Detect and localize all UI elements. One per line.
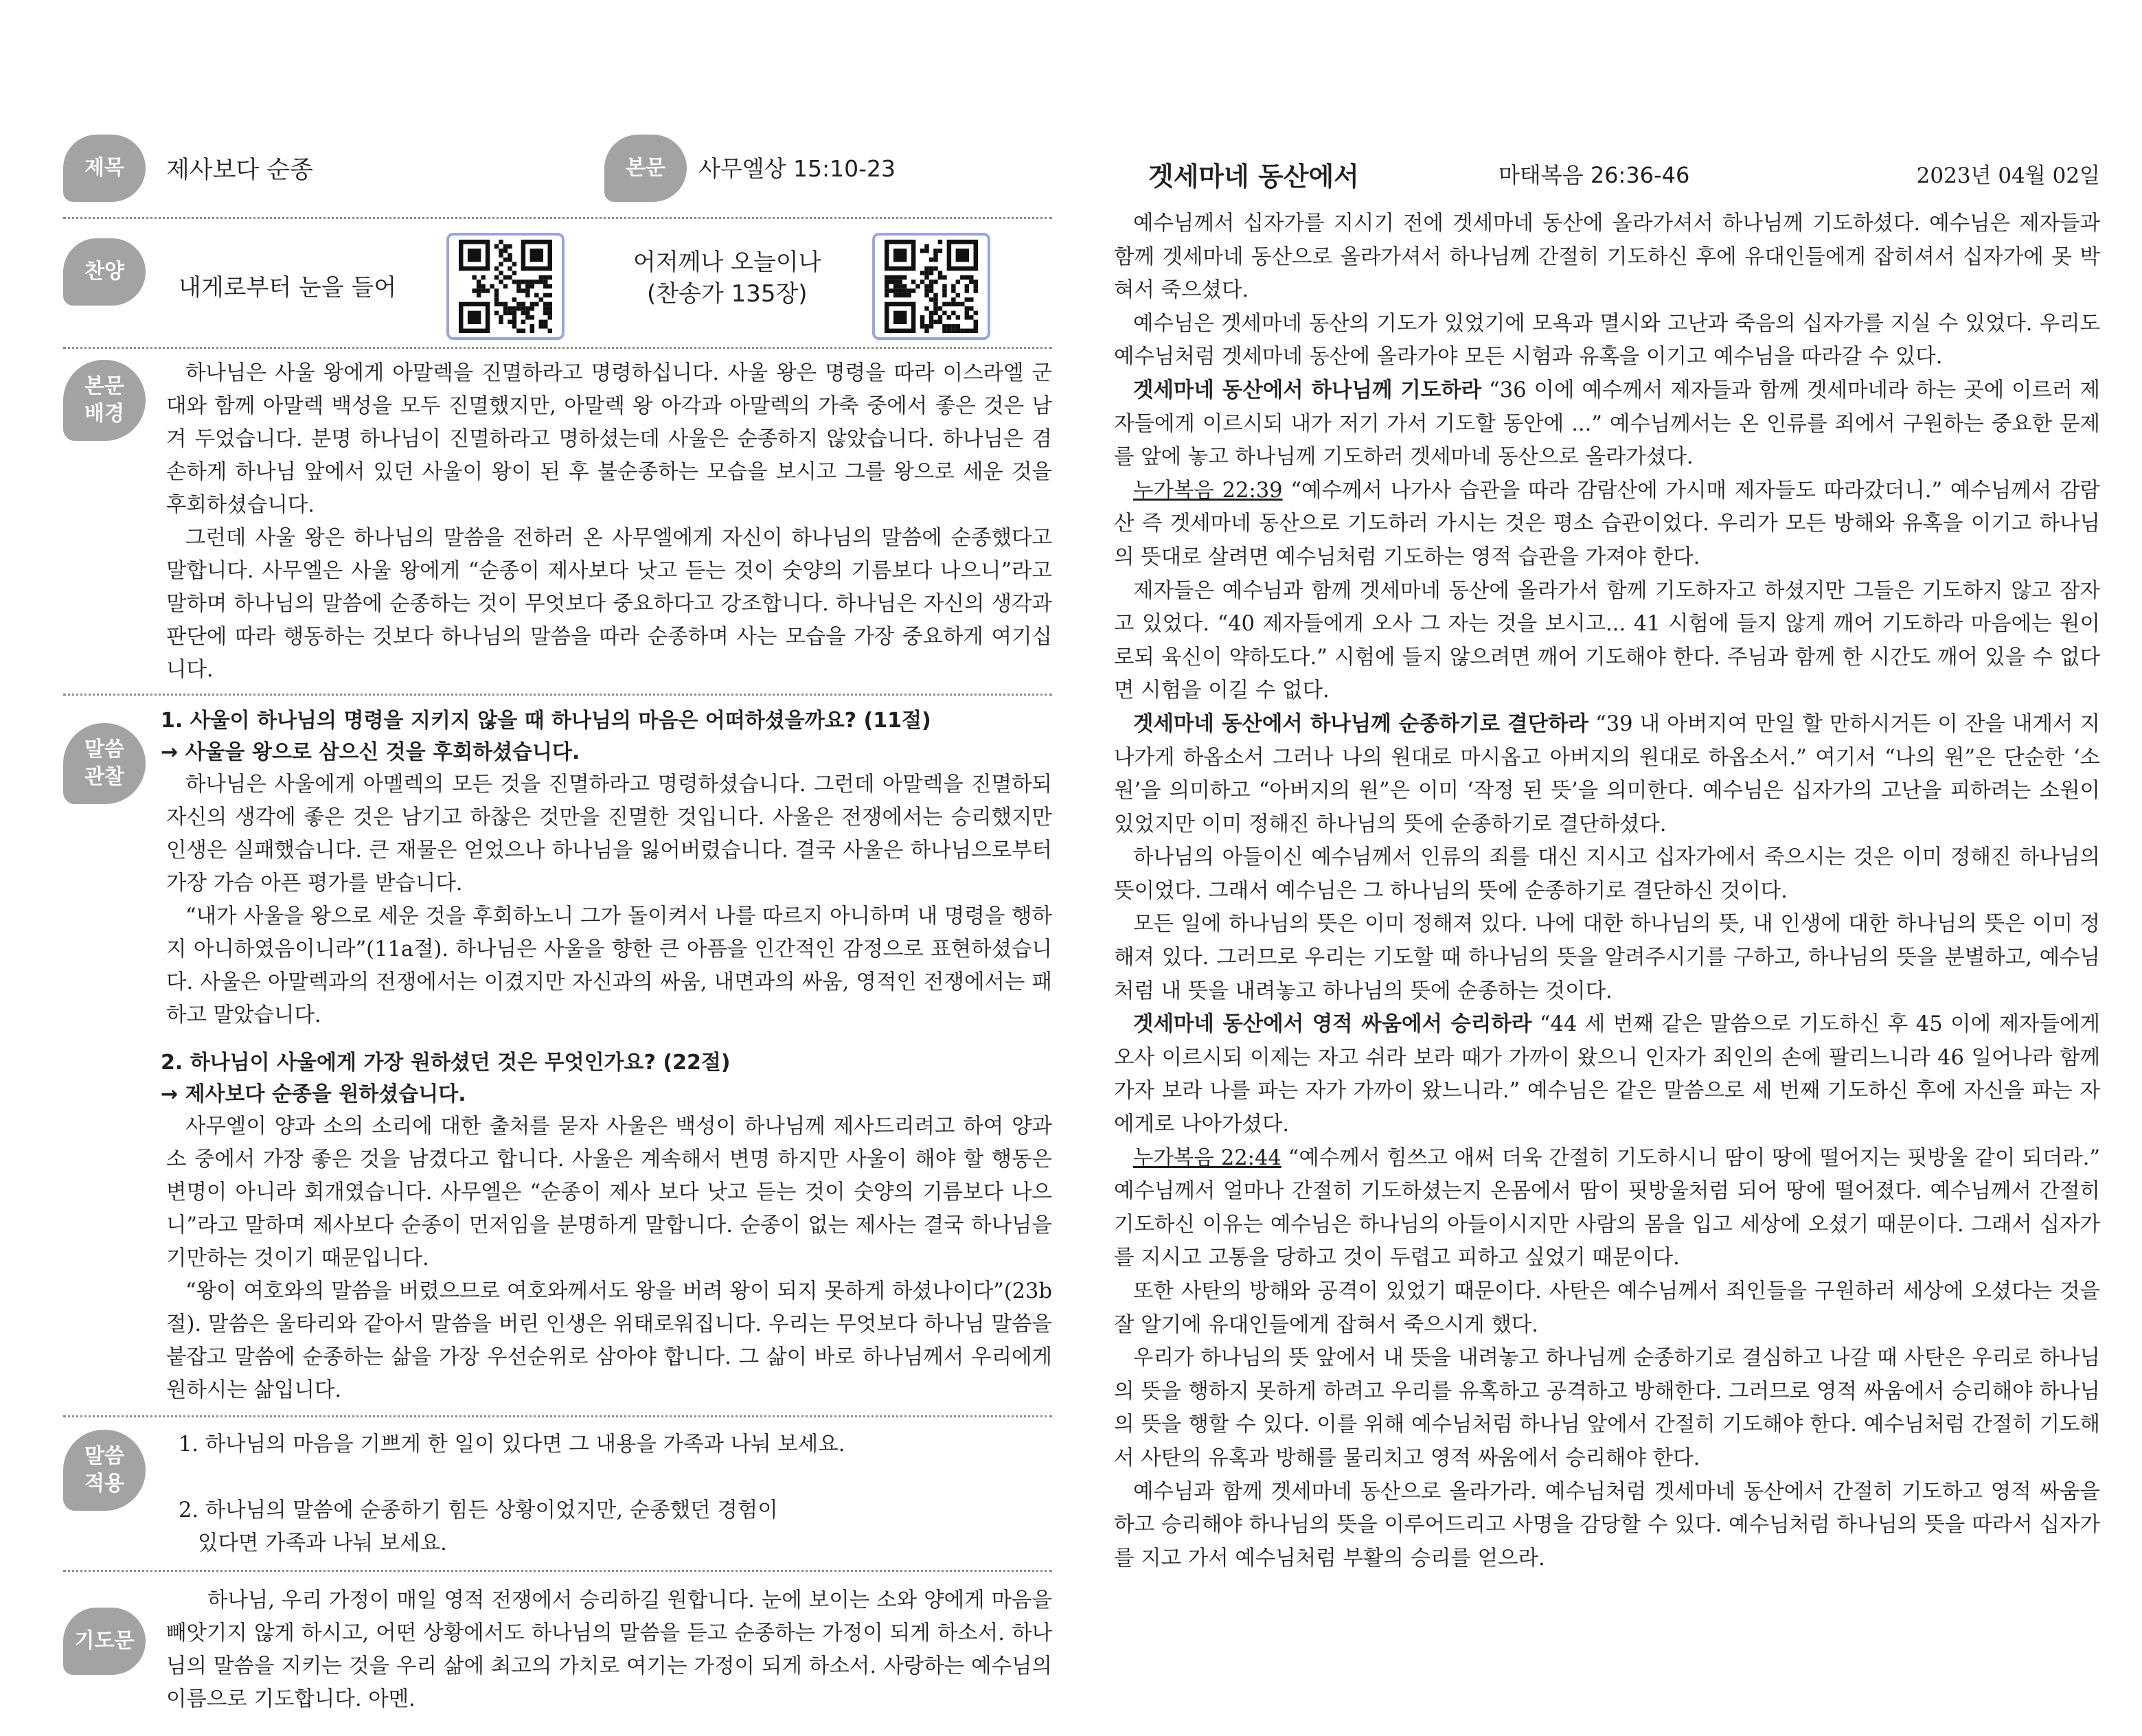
application-text xyxy=(179,1428,845,1560)
scripture-reference: 사무엘상 15:10-23 xyxy=(698,155,896,182)
sermon-paragraph: 겟세마네 동산에서 영적 싸움에서 승리하라 “44 세 번째 같은 말씀으로 기도하신 후 45 이에 제자들에게 오사 이르시되 이제는 자고 쉬라 보라 때가 가까이 왔으니 인자가 죄인의 손에 팔리느니라 46 일어나라 함께 가자 보라 나를 파는 자가 가까이 왔느니라.” 예수님은 같은 말씀으로 세 번째 기도하신 후에 자신을 파는 자에게로 나아가셨다. xyxy=(1114,1012,2100,1137)
application-question-2: 2. 하나님의 말씀에 순종하기 힘든 상황이었지만, 순종했던 경험이 있다면 가족과 나눠 보세요. xyxy=(179,1498,778,1555)
sermon-paragraph: 우리가 하나님의 뜻 앞에서 내 뜻을 내려놓고 하나님께 순종하기로 결심하고 나갈 때 사탄은 우리로 하나님의 뜻을 행하지 못하게 하려고 우리를 유혹하고 공격하고 방해한다. 그러므로 영적 싸움에서 승리해야 하나님의 뜻을 행할 수 있다. 이를 위해 예수님처럼 하나님 앞에서 간절히 기도해야 한다. 예수님처럼 간절히 기도해서 사탄의 유혹과 방해를 물리치고 영적 싸움에서 승리해야 한다. xyxy=(1114,1346,2100,1470)
sermon-header xyxy=(1114,130,2100,207)
sermon-reference: 마태복음 26:36-46 xyxy=(1499,162,1690,188)
hymn-tag: 찬양 xyxy=(63,238,146,306)
prayer-paragraph: 하나님, 우리 가정이 매일 영적 전쟁에서 승리하길 원합니다. 눈에 보이는 소와 양에게 마음을 빼앗기지 않게 하시고, 어떤 상황에서도 하나님의 말씀을 듣고 순종하는 가정이 되게 하소서. 하나님의 말씀을 지키는 것을 우리 삶에 최고의 가치로 여기는 가정이 되게 하소서. 사랑하는 예수님의 이름으로 기도합니다. 아멘. xyxy=(166,1588,1052,1711)
qr-code-icon xyxy=(885,240,978,333)
hymn-1-title: 내게로부터 눈을 들어 xyxy=(179,274,397,301)
background-paragraph: 그런데 사울 왕은 하나님의 말씀을 전하러 온 사무엘에게 자신이 하나님의 말씀에 순종했다고 말합니다. 사무엘은 사울 왕에게 “순종이 제사보다 낫고 듣는 것이 숫양의 기름보다 나으니”라고 말하며 하나님의 말씀에 순종하는 것이 무엇보다 중요하다고 강조합니다. 하나님은 자신의 생각과 판단에 따라 행동하는 것보다 하나님의 말씀을 따라 순종하며 사는 모습을 가장 중요하게 여기십니다. xyxy=(166,526,1052,682)
sermon-paragraph: 겟세마네 동산에서 하나님께 기도하라 “36 이에 예수께서 제자들과 함께 겟세마네라 하는 곳에 이르러 제자들에게 이르시되 내가 저기 가서 기도할 동안에 ...” 예수님께서는 온 인류를 죄에서 구원하는 중요한 문제를 앞에 놓고 하나님께 기도하러 겟세마네 동산으로 올라가셨다. xyxy=(1114,378,2100,470)
application-tag: 말씀 적용 xyxy=(63,1430,146,1511)
sermon-point-3: 겟세마네 동산에서 영적 싸움에서 승리하라 xyxy=(1133,1012,1532,1037)
question-1: 1. 사울이 하나님의 명령을 지키지 않을 때 하나님의 마음은 어떠하셨을까요? (11절) xyxy=(161,709,931,733)
observation-text xyxy=(161,705,1052,1407)
hymn-2-number: (찬송가 135장) xyxy=(646,280,808,308)
sermon-paragraph: 제자들은 예수님과 함께 겟세마네 동산에 올라가서 함께 기도하자고 하셨지만 그들은 기도하지 않고 잠자고 있었다. “40 제자들에게 오사 그 자는 것을 보시고... 41 시험에 들지 않게 깨어 기도하라 마음에는 원이로되 육신이 약하도다.” 시험에 들지 않으려면 깨어 기도해야 한다. 주님과 함께 한 시간도 깨어 있을 수 없다면 시험을 이길 수 없다. xyxy=(1114,578,2100,703)
sermon-paragraph: 누가복음 22:39 “예수께서 나가사 습관을 따라 감람산에 가시매 제자들도 따라갔더니.” 예수님께서 감람산 즉 겟세마네 동산으로 기도하러 가시는 것은 평소 습관이었다. 우리가 모든 방해와 유혹을 이기고 하나님의 뜻대로 살려면 예수님처럼 기도하는 영적 습관을 가져야 한다. xyxy=(1114,478,2100,569)
cross-reference: 누가복음 22:44 xyxy=(1133,1145,1281,1170)
background-section xyxy=(63,349,1052,696)
question-2-paragraph: “왕이 여호와의 말씀을 버렸으므로 여호와께서도 왕을 버려 왕이 되지 못하게 하셨나이다”(23b절). 말씀은 울타리와 같아서 말씀을 버린 인생은 위태로워집니다. 우리는 무엇보다 하나님 말씀을 붙잡고 말씀에 순종하는 삶을 가장 우선순위로 삼아야 합니다. 그 삶이 바로 하나님께서 우리에게 원하시는 삶입니다. xyxy=(166,1279,1052,1402)
qr-code-icon xyxy=(459,240,552,333)
title-section xyxy=(63,130,1052,219)
background-text xyxy=(166,357,1052,687)
sermon-body xyxy=(1114,207,2100,1575)
sermon-paragraph: 누가복음 22:44 “예수께서 힘쓰고 애써 더욱 간절히 기도하시니 땀이 땅에 떨어지는 핏방울 같이 되더라.” 예수님께서 얼마나 간절히 기도하셨는지 온몸에서 땀이 핏방울처럼 되어 땅에 떨어졌다. 예수님께서 간절히 기도하신 이유는 예수님은 하나님의 아들이시지만 사람의 몸을 입고 세상에 오셨기 때문이다. 그래서 십자가를 지시고 고통을 당하고 것이 두렵고 피하고 싶었기 때문이다. xyxy=(1114,1145,2100,1270)
sermon-paragraph: 모든 일에 하나님의 뜻은 이미 정해져 있다. 나에 대한 하나님의 뜻, 내 인생에 대한 하나님의 뜻은 이미 정해져 있다. 그러므로 우리는 기도할 때 하나님의 뜻을 알려주시기를 구하고, 하나님의 뜻을 분별하고, 예수님처럼 내 뜻을 내려놓고 하나님의 뜻에 순종하는 것이다. xyxy=(1114,912,2100,1003)
hymn-2-qr-code[interactable] xyxy=(872,233,990,340)
hymn-section xyxy=(63,219,1052,349)
hymn-1-qr-code[interactable] xyxy=(446,233,565,340)
question-2-paragraph: 사무엘이 양과 소의 소리에 대한 출처를 묻자 사울은 백성이 하나님께 제사드리려고 하여 양과 소 중에서 가장 좋은 것을 남겼다고 합니다. 사울은 계속해서 변명 하지만 사울이 해야 할 행동은 변명이 아니라 회개였습니다. 사무엘은 “순종이 제사 보다 낫고 듣는 것이 숫양의 기름보다 나으니”라고 말하며 제사보다 순종이 먼저임을 분명하게 말합니다. 순종이 없는 제사는 결국 하나님을 기만하는 것이기 때문입니다. xyxy=(166,1115,1052,1270)
sermon-paragraph: 예수님께서 십자가를 지시기 전에 겟세마네 동산에 올라가셔서 하나님께 기도하셨다. 예수님은 제자들과 함께 겟세마네 동산으로 올라가셔서 하나님께 간절히 기도하신 후에 유대인들에게 잡히셔서 십자가에 못 박혀서 죽으셨다. xyxy=(1114,212,2100,303)
right-column xyxy=(1114,130,2100,1575)
answer-2: → 제사보다 순종을 원하셨습니다. xyxy=(161,1082,466,1106)
application-question-1: 1. 하나님의 마음을 기쁘게 한 일이 있다면 그 내용을 가족과 나눠 보세요. xyxy=(179,1432,845,1457)
prayer-section xyxy=(63,1572,1052,1716)
prayer-tag: 기도문 xyxy=(63,1608,146,1675)
question-1-paragraph: 하나님은 사울에게 아멜렉의 모든 것을 진멸하라고 명령하셨습니다. 그런데 아말렉을 진멸하되 자신의 생각에 좋은 것은 남기고 하찮은 것만을 진멸한 것입니다. 사울은 전쟁에서는 승리했지만 인생은 실패했습니다. 큰 재물은 얻었으나 하나님을 잃어버렸습니다. 결국 사울은 하나님으로부터 가장 가슴 아픈 평가를 받습니다. xyxy=(166,773,1052,895)
answer-1: → 사울을 왕으로 삼으신 것을 후회하셨습니다. xyxy=(161,740,580,764)
question-1-paragraph: “내가 사울을 왕으로 세운 것을 후회하노니 그가 돌이켜서 나를 따르지 아니하며 내 명령을 행하지 아니하였음이니라”(11a절). 하나님은 사울을 향한 큰 아픔을 인간적인 감정으로 표현하셨습니다. 사울은 아말렉과의 전쟁에서는 이겼지만 자신과의 싸움, 내면과의 싸움, 영적인 전쟁에서는 패하고 말았습니다. xyxy=(166,904,1052,1027)
background-tag: 본문 배경 xyxy=(63,360,146,441)
prayer-text xyxy=(166,1584,1052,1716)
hymn-2-name: 어저께나 오늘이나 xyxy=(633,249,821,276)
sermon-heading: 겟세마네 동산에서 xyxy=(1148,161,1359,192)
left-column xyxy=(63,130,1052,1716)
application-section xyxy=(63,1417,1052,1572)
sermon-point-2: 겟세마네 동산에서 하나님께 순종하기로 결단하라 xyxy=(1133,711,1588,736)
hymn-2-title xyxy=(633,247,821,310)
background-paragraph: 하나님은 사울 왕에게 아말렉을 진멸하라고 명령하십니다. 사울 왕은 명령을 따라 이스라엘 군대와 함께 아말렉 백성을 모두 진멸했지만, 아말렉 왕 아각과 아말렉의 가축 중에서 좋은 것은 남겨 두었습니다. 분명 하나님이 진멸하라고 명하셨는데 사울은 순종하지 않았습니다. 하나님은 겸손하게 하나님 앞에서 있던 사울이 왕이 된 후 불순종하는 모습을 보시고 그를 왕으로 세운 것을 후회하셨습니다. xyxy=(166,361,1052,517)
sermon-paragraph: 예수님과 함께 겟세마네 동산으로 올라가라. 예수님처럼 겟세마네 동산에서 간절히 기도하고 영적 싸움을 하고 승리해야 하나님의 뜻을 이루어드리고 사명을 감당할 수 있다. 예수님처럼 하나님의 뜻을 따라서 십자가를 지고 가서 예수님처럼 부활의 승리를 얻으라. xyxy=(1114,1479,2100,1571)
cross-reference: 누가복음 22:39 xyxy=(1133,478,1283,503)
sermon-paragraph: 예수님은 겟세마네 동산의 기도가 있었기에 모욕과 멸시와 고난과 죽음의 십자가를 지실 수 있었다. 우리도 예수님처럼 겟세마네 동산에 올라가야 모든 시험과 유혹을 이기고 예수님을 따라갈 수 있다. xyxy=(1114,311,2100,369)
sermon-point-1: 겟세마네 동산에서 하나님께 기도하라 xyxy=(1133,378,1482,402)
question-2: 2. 하나님이 사울에게 가장 원하셨던 것은 무엇인가요? (22절) xyxy=(161,1051,731,1075)
sermon-paragraph: 또한 사탄의 방해와 공격이 있었기 때문이다. 사탄은 예수님께서 죄인들을 구원하러 세상에 오셨다는 것을 잘 알기에 유대인들에게 잡혀서 죽으시게 했다. xyxy=(1114,1279,2100,1337)
sermon-paragraph: 겟세마네 동산에서 하나님께 순종하기로 결단하라 “39 내 아버지여 만일 할 만하시거든 이 잔을 내게서 지나가게 하옵소서 그러나 나의 원대로 마시옵고 아버지의 원대로 하옵소서.” 여기서 “나의 원”은 단순한 ‘소원’을 의미하고 “아버지의 원”은 이미 ‘작정 된 뜻’을 의미한다. 예수님은 십자가의 고난을 피하려는 소원이 있었지만 이미 정해진 하나님의 뜻에 순종하기로 결단하셨다. xyxy=(1114,711,2100,836)
sermon-date: 2023년 04월 02일 xyxy=(1916,163,2100,188)
text-tag: 본문 xyxy=(604,135,687,202)
sermon-title: 제사보다 순종 xyxy=(166,157,313,184)
observation-section xyxy=(63,696,1052,1417)
title-tag: 제목 xyxy=(63,135,146,202)
observation-tag: 말씀 관찰 xyxy=(63,723,146,804)
sermon-paragraph: 하나님의 아들이신 예수님께서 인류의 죄를 대신 지시고 십자가에서 죽으시는 것은 이미 정해진 하나님의 뜻이었다. 그래서 예수님은 그 하나님의 뜻에 순종하기로 결단하신 것이다. xyxy=(1114,845,2100,903)
